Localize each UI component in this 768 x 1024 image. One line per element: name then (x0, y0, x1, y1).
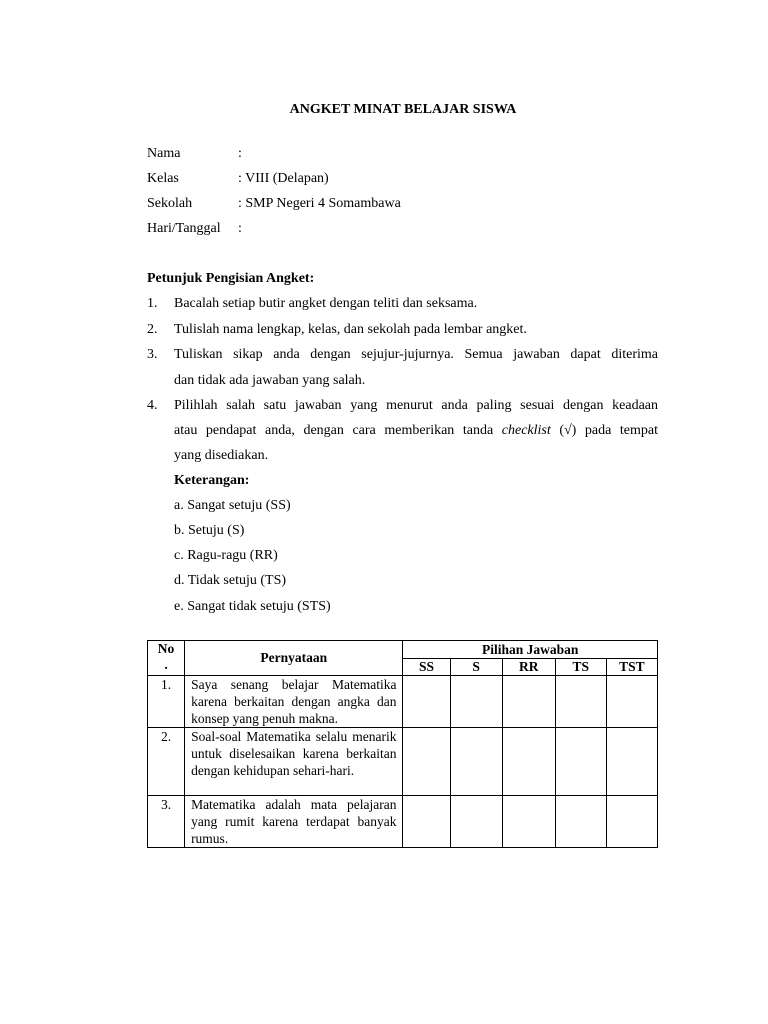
answer-cell-ss[interactable] (403, 676, 450, 728)
row-number: 3. (148, 796, 185, 848)
identity-value: : (238, 146, 242, 161)
answer-cell-tst[interactable] (606, 676, 657, 728)
legend-item: c. Ragu-ragu (RR) (174, 548, 278, 563)
instruction-text: Tuliskan sikap anda dengan sejujur-jujurnya. Semua jawaban dapat diterima (174, 347, 658, 362)
legend-heading: Keterangan: (174, 473, 250, 488)
identity-label: Hari/Tanggal (147, 221, 221, 236)
answer-cell-ts[interactable] (555, 796, 606, 848)
legend-item: b. Setuju (S) (174, 523, 245, 538)
legend-item: e. Sangat tidak setuju (STS) (174, 599, 331, 614)
instruction-text: Bacalah setiap butir angket dengan teliti dan seksama. (174, 296, 478, 311)
identity-label: Sekolah (147, 196, 193, 211)
instruction-text-part: (√) pada tempat (550, 423, 658, 438)
row-number: 1. (148, 676, 185, 728)
row-number: 2. (148, 728, 185, 796)
instruction-number: 1. (147, 296, 158, 311)
instruction-number: 4. (147, 398, 158, 413)
table-row (148, 676, 658, 728)
instructions-heading: Petunjuk Pengisian Angket: (147, 271, 315, 286)
answer-cell-rr[interactable] (502, 676, 555, 728)
instruction-text: Pilihlah salah satu jawaban yang menurut anda paling sesuai dengan keadaan (174, 398, 658, 413)
table-row (148, 796, 658, 848)
page-title: ANGKET MINAT BELAJAR SISWA (289, 102, 517, 117)
row-statement: Saya senang belajar Matematika karena berkaitan dengan angka dan konsep yang penuh makna. (185, 676, 403, 728)
instruction-number: 3. (147, 347, 158, 362)
header-choice-tst: TST (606, 659, 657, 676)
header-choice-s: S (450, 659, 502, 676)
instruction-text: Tulislah nama lengkap, kelas, dan sekolah pada lembar angket. (174, 322, 527, 337)
answer-cell-tst[interactable] (606, 728, 657, 796)
answer-cell-ts[interactable] (555, 676, 606, 728)
answer-cell-s[interactable] (450, 796, 502, 848)
questionnaire-table (147, 640, 658, 848)
identity-label: Nama (147, 146, 181, 161)
header-statement: Pernyataan (185, 641, 403, 676)
identity-value: : (238, 221, 242, 236)
instruction-number: 2. (147, 322, 158, 337)
answer-cell-ss[interactable] (403, 796, 450, 848)
header-no (148, 641, 185, 676)
answer-cell-ts[interactable] (555, 728, 606, 796)
header-no-line1: No (157, 641, 175, 656)
answer-cell-tst[interactable] (606, 796, 657, 848)
instruction-emphasis: checklist (501, 423, 551, 438)
row-statement: Matematika adalah mata pelajaran yang rumit karena terdapat banyak rumus. (185, 796, 403, 848)
instruction-text: dan tidak ada jawaban yang salah. (174, 373, 366, 388)
answer-cell-rr[interactable] (502, 728, 555, 796)
answer-cell-ss[interactable] (403, 728, 450, 796)
identity-label: Kelas (147, 171, 179, 186)
identity-value: : VIII (Delapan) (238, 171, 329, 186)
header-no-line2: . (164, 657, 168, 672)
header-choice-ss: SS (403, 659, 450, 676)
instruction-text-part: atau pendapat anda, dengan cara memberikan tanda (174, 423, 502, 438)
table-row (148, 728, 658, 796)
instruction-text: yang disediakan. (174, 448, 269, 463)
row-statement: Soal-soal Matematika selalu menarik untuk diselesaikan karena berkaitan dengan kehidupan sehari-hari. (185, 728, 403, 796)
identity-value: : SMP Negeri 4 Somambawa (238, 196, 401, 211)
answer-cell-rr[interactable] (502, 796, 555, 848)
header-choice: Pilihan Jawaban (403, 641, 658, 659)
header-choice-rr: RR (502, 659, 555, 676)
header-choice-ts: TS (555, 659, 606, 676)
answer-cell-s[interactable] (450, 728, 502, 796)
legend-item: d. Tidak setuju (TS) (174, 573, 287, 588)
legend-item: a. Sangat setuju (SS) (174, 498, 291, 513)
answer-cell-s[interactable] (450, 676, 502, 728)
instruction-text (174, 423, 658, 439)
